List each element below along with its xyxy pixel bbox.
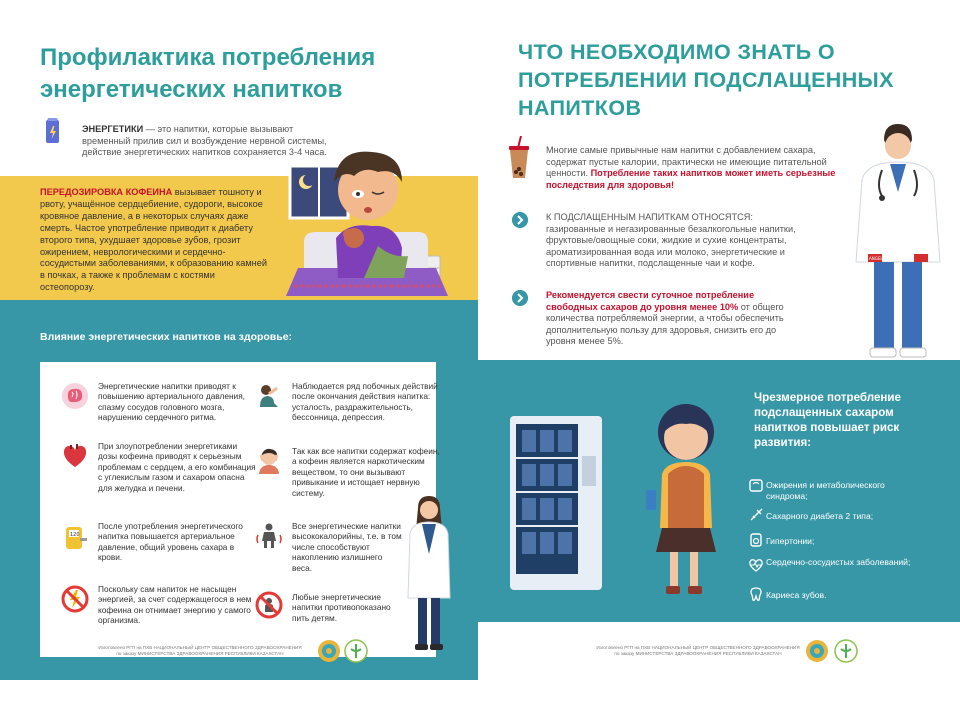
effect-text: Энергетические напитки приводят к повышению артериального давления, спазму сосудов головного мозга, нарушению сердечного ритма. bbox=[98, 381, 245, 423]
heart-icon bbox=[60, 441, 90, 471]
recommendation-highlight: Рекомендуется свести суточное потребление свободных сахаров до уровня менее 10% bbox=[546, 290, 755, 312]
footer-line: Изготовлено РГП на ПХВ НАЦИОНАЛЬНЫЙ ЦЕНТР ОБЩЕСТВЕННОГО ЗДРАВООХРАНЕНИЯ bbox=[596, 645, 800, 650]
p1-warning: Потребление таких напитков может иметь серьезные последствия для здоровья! bbox=[546, 168, 836, 190]
girl-with-drink-illustration bbox=[638, 394, 730, 604]
no-energy-icon bbox=[60, 584, 90, 614]
effect-text: После употребления энергетического напитка повышается артериальное давление, общий уровень сахара в крови. bbox=[98, 521, 243, 563]
energy-drinks-poster bbox=[0, 0, 478, 680]
sugar-recommendation bbox=[546, 290, 808, 348]
risk-item: Ожирения и метаболического синдрома; bbox=[766, 480, 885, 501]
sweet-drinks-poster bbox=[478, 0, 960, 680]
male-doctor-illustration bbox=[848, 122, 944, 362]
footer-line: по заказу МИНИСТЕРСТВА ЗДРАВООХРАНЕНИЯ РЕСПУБЛИКИ КАЗАХСТАН bbox=[116, 651, 284, 656]
footer-line: по заказу МИНИСТЕРСТВА ЗДРАВООХРАНЕНИЯ РЕСПУБЛИКИ КАЗАХСТАН bbox=[614, 651, 782, 656]
sleepy-boy-illustration bbox=[268, 138, 463, 308]
footer-line: Изготовлено РГП на ПХВ НАЦИОНАЛЬНЫЙ ЦЕНТР ОБЩЕСТВЕННОГО ЗДРАВООХРАНЕНИЯ bbox=[98, 645, 302, 650]
heartbeat-icon bbox=[748, 557, 764, 573]
effect-text: Поскольку сам напиток не насыщен энергией, за счет содержащегося в нем кофеина он отнимает энергию у самого организма. bbox=[98, 584, 252, 626]
svg-text:120: 120 bbox=[70, 532, 80, 538]
syringe-icon bbox=[748, 507, 764, 523]
p1-normal: Многие самые привычные нам напитки с добавлением сахара, содержат пустые калории, практически не имеющие питательной ценности. bbox=[546, 145, 827, 179]
risk-item: Сахарного диабета 2 типа; bbox=[766, 511, 874, 521]
brain-icon bbox=[60, 381, 90, 411]
intro-rest: — это напитки, которые вызывают временный прилив сил и возбуждение нервной системы, действие энергетических напитков сохраняется 3-4 часа. bbox=[82, 124, 327, 158]
female-doctor-illustration bbox=[404, 494, 454, 656]
effect-text: Любые энергетические напитки противопоказано пить детям. bbox=[292, 592, 391, 623]
intro-bold: ЭНЕРГЕТИКИ bbox=[82, 124, 144, 134]
stressed-person-icon bbox=[254, 446, 284, 476]
sweet-drinks-list bbox=[546, 212, 808, 270]
health-center-logo-icon bbox=[344, 639, 368, 663]
sweet-drinks-text: газированные и негазированные безалкогольные напитки, фруктовые/овощные соки, жидкие и сухие концентраты, ароматизированная вода или молоко, энергетические и спортивные напитки, подслащенные чаи и кофе. bbox=[546, 223, 796, 269]
scale-icon bbox=[748, 477, 764, 493]
no-children-icon bbox=[254, 590, 284, 620]
glucometer-icon bbox=[60, 522, 90, 552]
poster-title: Профилактика потребления энергетических напитков bbox=[40, 44, 376, 103]
risk-heading: Чрезмерное потребление подслащенных сахаром напитков повышает риск развития: bbox=[754, 391, 901, 449]
risk-item: Гипертонии; bbox=[766, 536, 815, 546]
influence-heading: Влияние энергетических напитков на здоровье: bbox=[40, 331, 293, 343]
effect-text: Наблюдается ряд побочных действий после окончания действия напитка: усталость, раздражительность, бессонница, депрессия. bbox=[292, 381, 438, 423]
footer-credit bbox=[90, 645, 310, 657]
effect-text: Так как все напитки содержат кофеин, а кофеин является наркотическим веществом, то они вызывают привыкание и истощает нервную систему. bbox=[292, 446, 440, 498]
overdose-rest: вызывает тошноту и рвоту, учащённое сердцебиение, судороги, высокое кровяное давление, а в некоторых случаях даже смерть. Частое употребление приводит к диабету второго типа, ухудшает здоровье зубов, грозит ожирением, неврологическими и сердечно-сосудистыми заболеваниями, к образованию камней в почках, а также к проблемам с костями остеопорозу. bbox=[40, 187, 267, 293]
energy-drink-can-icon bbox=[40, 117, 66, 147]
kazakhstan-emblem-icon bbox=[805, 639, 829, 663]
doctor-badge-label: ANGEL bbox=[869, 256, 883, 261]
chevron-right-icon bbox=[512, 212, 528, 228]
effect-text: При злоупотреблении энергетиками дозы кофеина приводят к серьезным проблемам с сердцем, а его комбинация с углекислым газом и сахаром опасна для желудка и печени. bbox=[98, 441, 256, 493]
health-center-logo-icon bbox=[834, 639, 858, 663]
poster-title: ЧТО НЕОБХОДИМО ЗНАТЬ О ПОТРЕБЛЕНИИ ПОДСЛАЩЕННЫХ НАПИТКОВ bbox=[518, 40, 894, 120]
bubble-tea-icon bbox=[506, 136, 532, 182]
chevron-right-icon bbox=[512, 290, 528, 306]
kazakhstan-emblem-icon bbox=[317, 639, 341, 663]
risk-item: Кариеса зубов. bbox=[766, 590, 827, 600]
risk-item: Сердечно-сосудистых заболеваний; bbox=[766, 557, 911, 567]
body-weight-icon bbox=[254, 521, 284, 551]
footer-credit bbox=[578, 645, 818, 657]
effect-text: Все энергетические напитки высококалорийны, т.е. в том числе способствуют накоплению излишнего веса. bbox=[292, 521, 402, 573]
overdose-text bbox=[40, 187, 270, 294]
sweet-drinks-heading: К ПОДСЛАЩЕННЫМ НАПИТКАМ ОТНОСЯТСЯ: bbox=[546, 212, 753, 222]
empty-calories-text bbox=[546, 145, 836, 191]
vending-machine-illustration bbox=[510, 416, 602, 590]
recommendation-rest: от общего количества потребляемой энергии, а чтобы обеспечить дополнительную пользу для здоровья, снизить его до уровня менее 5%. bbox=[546, 301, 784, 347]
overdose-highlight: ПЕРЕДОЗИРОВКА КОФЕИНА bbox=[40, 187, 173, 197]
tired-person-icon bbox=[254, 381, 284, 411]
tooth-icon bbox=[748, 586, 764, 602]
blood-pressure-icon bbox=[748, 532, 764, 548]
